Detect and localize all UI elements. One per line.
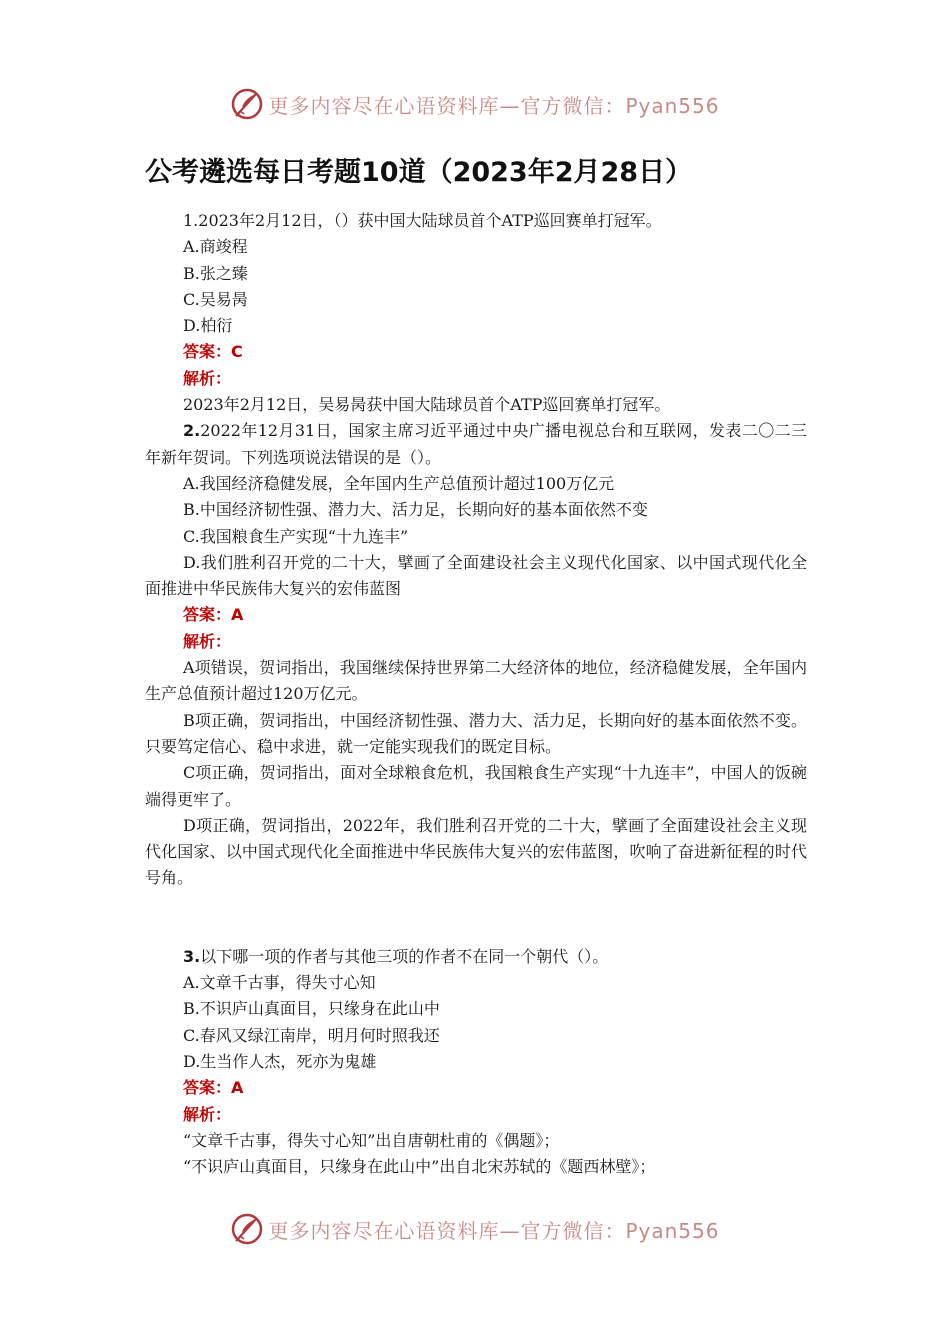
q2-analysis-label: 解析： <box>183 631 232 651</box>
q1-option-c: C.吴易昺 <box>183 289 248 309</box>
quill-logo-icon <box>230 1212 264 1246</box>
q3-stem <box>145 944 807 970</box>
quill-logo-icon <box>230 87 264 121</box>
header-banner <box>0 84 950 124</box>
footer-banner <box>0 1209 950 1249</box>
q2-option-a: A.我国经济稳健发展，全年国内生产总值预计超过100万亿元 <box>183 473 615 493</box>
q3-option-b: B.不识庐山真面目，只缘身在此山中 <box>183 999 440 1019</box>
q2-stem <box>145 418 807 471</box>
q1-option-b: B.张之臻 <box>183 263 248 283</box>
q3-option-c: C.春风又绿江南岸，明月何时照我还 <box>183 1025 440 1045</box>
q1-stem: 1.2023年2月12日，（）获中国大陆球员首个ATP巡回赛单打冠军。 <box>183 211 662 230</box>
q2-analysis-b: B项正确，贺词指出，中国经济韧性强、潜力大、活力足，长期向好的基本面依然不变。只要笃定信心、稳中求进，就一定能实现我们的既定目标。 <box>145 710 807 756</box>
q3-analysis-label: 解析： <box>183 1104 232 1124</box>
q2-answer: 答案：A <box>183 605 244 625</box>
section-spacer <box>145 892 807 944</box>
q2-analysis-a: A项错误，贺词指出，我国继续保持世界第二大经济体的地位，经济稳健发展，全年国内生产总值预计超过120万亿元。 <box>145 658 807 704</box>
q3-stem-text: 以下哪一项的作者与其他三项的作者不在同一个朝代（）。 <box>200 946 609 966</box>
q2-option-b: B.中国经济韧性强、潜力大、活力足，长期向好的基本面依然不变 <box>183 500 648 520</box>
q2-analysis-c: C项正确，贺词指出，面对全球粮食危机，我国粮食生产实现“十九连丰”，中国人的饭碗端得更牢了。 <box>145 763 807 809</box>
q1-option-d: D.柏衍 <box>183 316 233 336</box>
page-title: 公考遴选每日考题10道（2023年2月28日） <box>145 157 693 188</box>
q1-analysis-label: 解析： <box>183 368 232 388</box>
q2-option-d: D.我们胜利召开党的二十大，擘画了全面建设社会主义现代化国家、以中国式现代化全面推进中华民族伟大复兴的宏伟蓝图 <box>145 552 807 599</box>
q3-analysis-1: “文章千古事，得失寸心知”出自唐朝杜甫的《偶题》； <box>183 1130 560 1150</box>
header-banner-text: 更多内容尽在心语资料库—官方微信：Pyan556 <box>268 93 720 118</box>
q2-option-c: C.我国粮食生产实现“十九连丰” <box>183 526 409 546</box>
questions-body <box>145 208 807 1180</box>
q3-answer: 答案：A <box>183 1078 244 1098</box>
q1-answer: 答案：C <box>183 342 243 362</box>
q1-option-a: A.商竣程 <box>183 237 248 257</box>
q2-stem-text: 2022年12月31日，国家主席习近平通过中央广播电视总台和互联网，发表二〇二三年新年贺词。下列选项说法错误的是（）。 <box>145 421 807 467</box>
q2-number: 2. <box>183 421 201 441</box>
q3-option-d: D.生当作人杰，死亦为鬼雄 <box>183 1051 377 1071</box>
q2-analysis-d: D项正确，贺词指出，2022年，我们胜利召开党的二十大，擘画了全面建设社会主义现代化国家、以中国式现代化全面推进中华民族伟大复兴的宏伟蓝图，吹响了奋进新征程的时代号角。 <box>145 815 807 888</box>
q3-number: 3. <box>183 946 201 966</box>
q1-analysis: 2023年2月12日，吴易昺获中国大陆球员首个ATP巡回赛单打冠军。 <box>183 395 671 415</box>
q3-option-a: A.文章千古事，得失寸心知 <box>183 973 376 993</box>
footer-banner-text: 更多内容尽在心语资料库—官方微信：Pyan556 <box>268 1218 720 1243</box>
q3-analysis-2: “不识庐山真面目，只缘身在此山中”出自北宋苏轼的《题西林壁》； <box>183 1157 656 1177</box>
